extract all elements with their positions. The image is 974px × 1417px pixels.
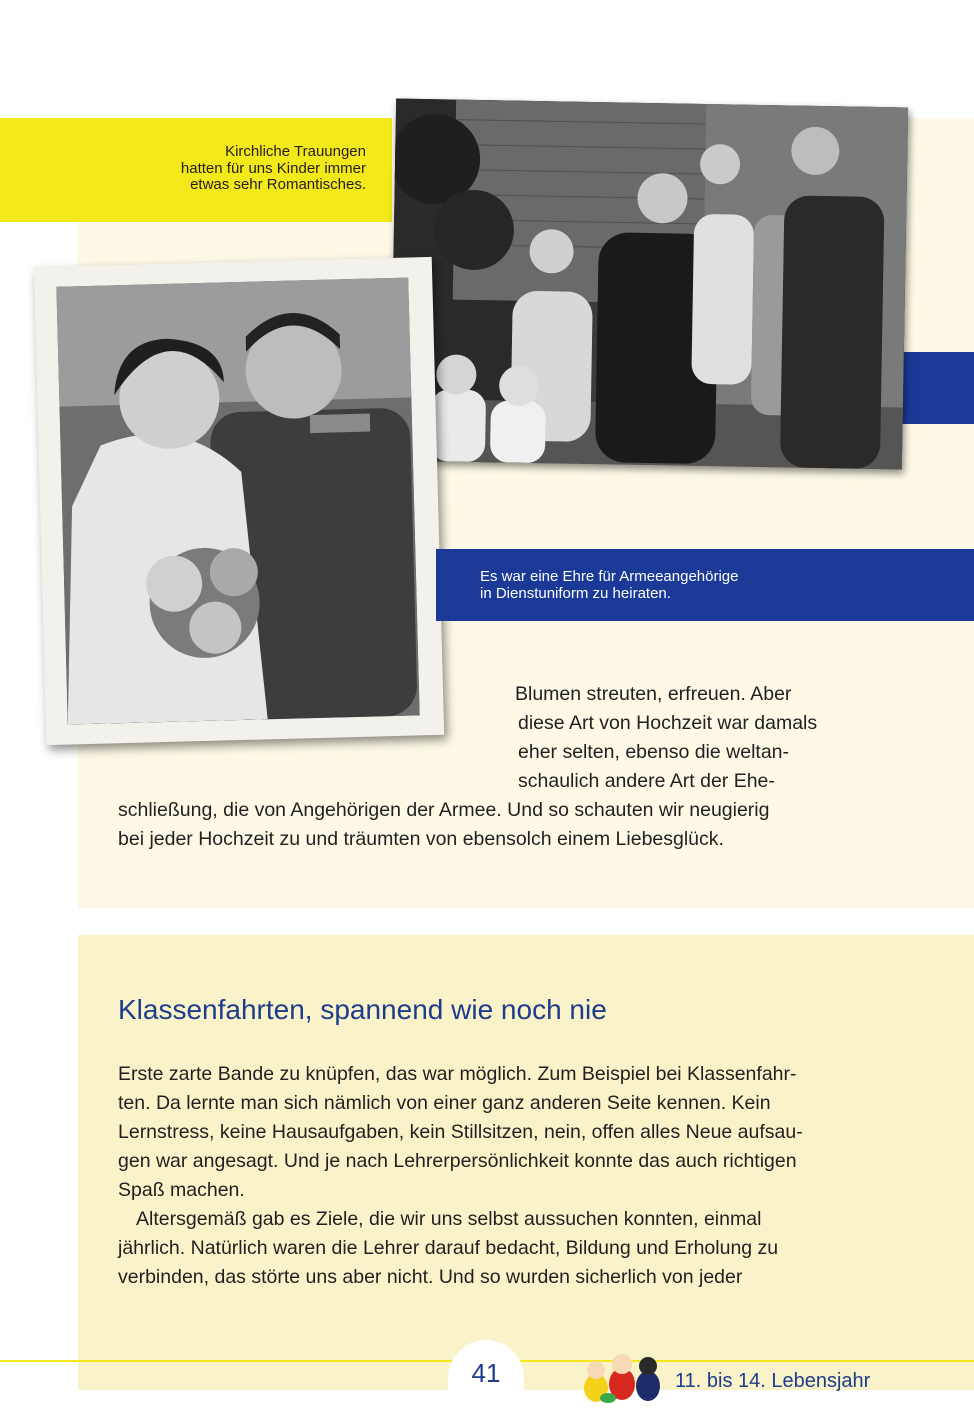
text-line: schaulich andere Art der Ehe- [518, 770, 775, 792]
paragraph-class-trips-1 [118, 1060, 866, 1205]
text-line: Lernstress, keine Hausaufgaben, kein Stillsitzen, nein, offen alles Neue aufsau- [118, 1121, 803, 1143]
text-line: Altersgemäß gab es Ziele, die wir uns selbst aussuchen konnten, einmal [136, 1208, 762, 1230]
section-heading: Klassenfahrten, spannend wie noch nie [118, 994, 607, 1025]
couple-photo-frame [34, 257, 444, 745]
text-line: eher selten, ebenso die weltan- [518, 741, 790, 763]
church-wedding-illustration [390, 99, 908, 470]
blue-caption-box [436, 549, 974, 621]
paragraph-wedding-narrow [515, 680, 855, 796]
text-line: ten. Da lernte man sich nämlich von einer ganz anderen Seite kennen. Kein [118, 1092, 771, 1114]
mascot-figures-icon [578, 1350, 670, 1404]
caption-line: Es war eine Ehre für Armeeangehörige [480, 568, 739, 585]
yellow-caption [36, 144, 366, 194]
text-line: bei jeder Hochzeit zu und träumten von ebensolch einem Liebesglück. [118, 828, 724, 850]
church-wedding-photo [390, 99, 908, 470]
paragraph-wedding-wide [118, 796, 878, 854]
chapter-label: 11. bis 14. Lebensjahr [675, 1370, 871, 1392]
text-line: Spaß machen. [118, 1179, 245, 1201]
blue-caption [480, 568, 950, 602]
caption-line: in Dienstuniform zu heiraten. [480, 585, 671, 602]
paragraph-class-trips-2 [118, 1205, 866, 1292]
caption-line: Kirchliche Trauungen [225, 143, 366, 160]
caption-line: etwas sehr Romantisches. [190, 176, 366, 193]
text-line: jährlich. Natürlich waren die Lehrer darauf bedacht, Bildung und Erholung zu [118, 1237, 779, 1259]
text-line: schließung, die von Angehörigen der Armee. Und so schauten wir neugierig [118, 799, 770, 821]
text-line: verbinden, das störte uns aber nicht. Und so wurden sicherlich von jeder [118, 1266, 743, 1288]
text-line: diese Art von Hochzeit war damals [518, 712, 818, 734]
yellow-caption-box [0, 118, 392, 222]
page-number: 41 [471, 1358, 501, 1388]
couple-photo [56, 277, 419, 724]
text-line: Erste zarte Bande zu knüpfen, das war möglich. Zum Beispiel bei Klassenfahr- [118, 1063, 797, 1085]
text-line: Blumen streuten, erfreuen. Aber [515, 683, 792, 705]
text-line: gen war angesagt. Und je nach Lehrerpersönlichkeit konnte das auch richtigen [118, 1150, 797, 1172]
blue-side-tab [895, 352, 974, 424]
caption-line: hatten für uns Kinder immer [180, 159, 366, 177]
couple-illustration [56, 277, 419, 724]
